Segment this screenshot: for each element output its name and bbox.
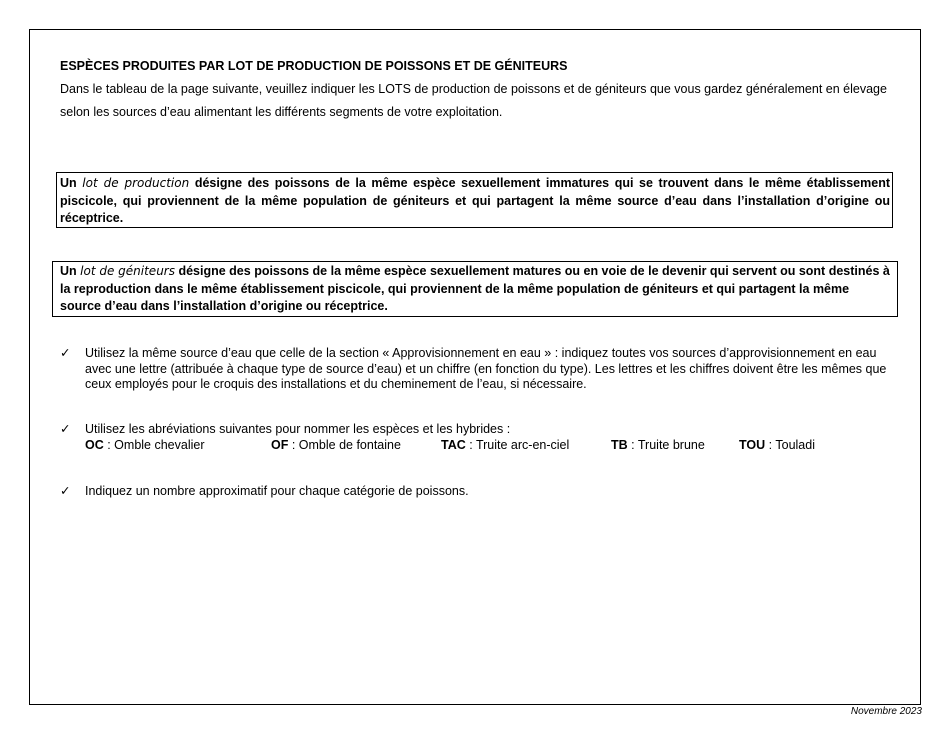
abbreviation-list (85, 438, 900, 454)
abbreviation-code: TAC (441, 437, 466, 452)
checkmark-icon: ✓ (60, 484, 71, 498)
intro-paragraph: Dans le tableau de la page suivante, veuillez indiquer les LOTS de production de poissons et de géniteurs que vous gardez généralement en élevage selon les sources d’eau alimentant les différents segments de votre exploitation. (60, 82, 887, 119)
instruction-text: Utilisez les abréviations suivantes pour nommer les espèces et les hybrides : (85, 422, 511, 436)
abbreviation-name: : Omble chevalier (107, 437, 205, 452)
definition-term: lot de production (82, 176, 190, 190)
definition-text: désigne des poissons de la même espèce sexuellement matures ou en voie de le devenir qui servent ou sont destinés à la reproduction dans le même établissement piscicole, qui proviennent de la même population de géniteurs et qui partagent la même source d’eau dans l’installation d’origine ou réceptrice. (60, 264, 890, 313)
checkmark-icon: ✓ (60, 422, 71, 436)
abbreviation-name: : Touladi (768, 437, 815, 452)
section-heading: ESPÈCES PRODUITES PAR LOT DE PRODUCTION DE POISSONS ET DE GÉNITEURS (60, 59, 568, 73)
abbreviation-code: OC (85, 437, 104, 452)
abbreviation-item (739, 438, 815, 454)
abbreviation-code: TB (611, 437, 628, 452)
abbreviation-name: : Truite arc-en-ciel (469, 437, 570, 452)
definition-term: lot de géniteurs (80, 264, 175, 278)
definition-prefix: Un (60, 264, 77, 278)
instruction-water-source (60, 346, 900, 393)
instruction-approx-number (60, 484, 900, 500)
abbreviation-item (611, 438, 705, 454)
definition-lot-geniteurs (52, 261, 898, 317)
abbreviation-name: : Omble de fontaine (291, 437, 401, 452)
abbreviation-code: TOU (739, 437, 766, 452)
abbreviation-code: OF (271, 437, 289, 452)
definition-prefix: Un (60, 176, 77, 190)
footer-date: Novembre 2023 (850, 706, 922, 717)
definition-text: désigne des poissons de la même espèce sexuellement immatures qui se trouvent dans le même établissement piscicole, qui proviennent de la même population de géniteurs et qui partagent la même source d’eau dans l’installation d’origine ou réceptrice. (60, 176, 890, 225)
abbreviation-item (271, 438, 401, 454)
definition-lot-production (56, 172, 893, 228)
abbreviation-item (441, 438, 569, 454)
instruction-text: Utilisez la même source d’eau que celle de la section « Approvisionnement en eau » : indiquez toutes vos sources d’approvisionnement en eau avec une lettre (attribuée à chaque type de source d’eau) et un chiffre (en fonction du type). Les lettres et les chiffres doivent être les mêmes que ceux employés pour le croquis des installations et du cheminement de l’eau, si nécessaire. (85, 346, 887, 391)
abbreviation-name: : Truite brune (631, 437, 705, 452)
checkmark-icon: ✓ (60, 346, 71, 360)
instruction-text: Indiquez un nombre approximatif pour chaque catégorie de poissons. (85, 484, 469, 498)
instruction-abbreviations (60, 422, 900, 454)
abbreviation-item (85, 438, 205, 454)
